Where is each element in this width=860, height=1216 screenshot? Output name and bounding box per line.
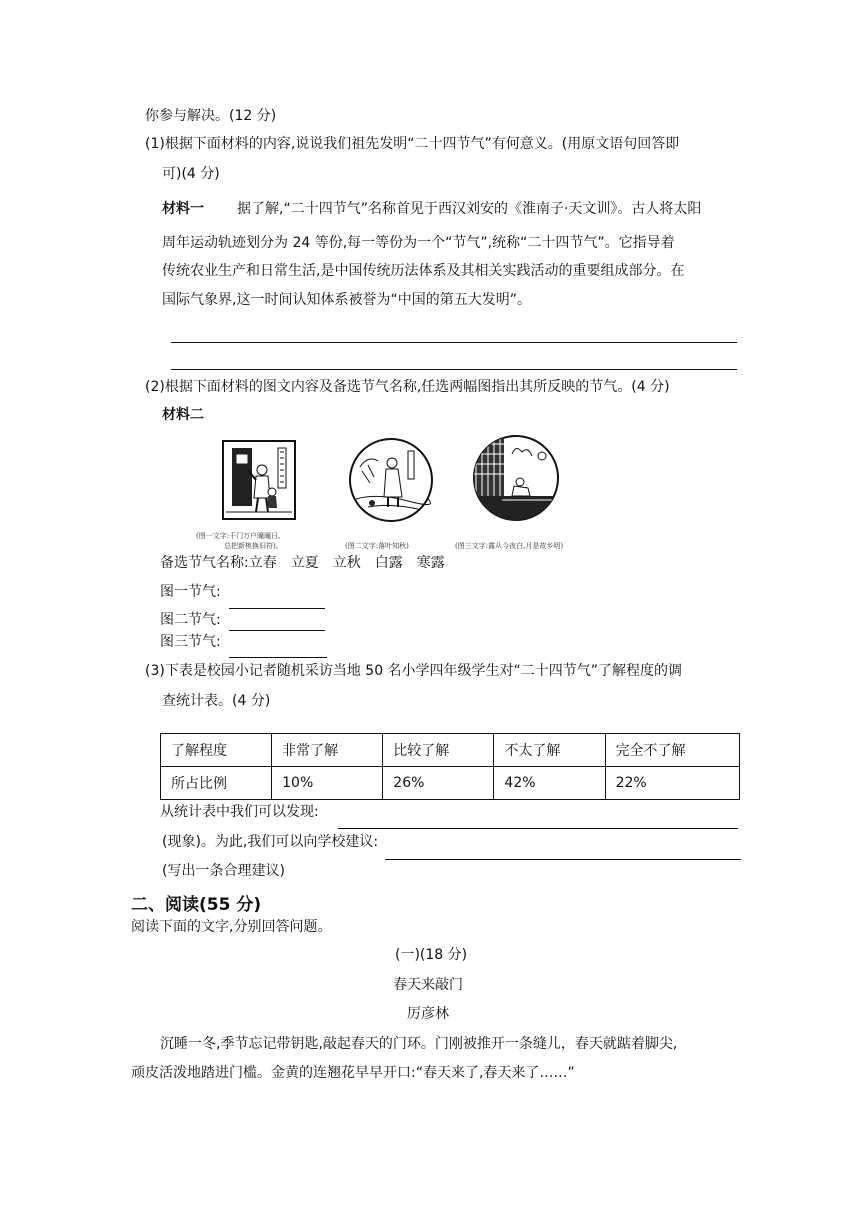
figure-3-caption: (图三文字:露从今夜白,月是故乡明) bbox=[455, 542, 564, 550]
table-cell: 比较了解 bbox=[383, 734, 494, 767]
table-cell: 了解程度 bbox=[161, 734, 272, 767]
table-cell: 非常了解 bbox=[272, 734, 383, 767]
figure-2-image bbox=[348, 437, 434, 527]
table-row bbox=[161, 767, 740, 800]
table-cell: 42% bbox=[494, 767, 605, 800]
section-2-heading: 二、阅读(55 分) bbox=[131, 895, 262, 915]
q1-prompt-line2: 可)(4 分) bbox=[162, 166, 220, 182]
figure-2-caption: (图二文字:落叶知秋) bbox=[345, 542, 409, 550]
fig2-answer-label: 图二节气: bbox=[160, 612, 221, 628]
table-cell: 10% bbox=[272, 767, 383, 800]
q2-prompt: (2)根据下面材料的图文内容及备选节气名称,任选两幅图指出其所反映的节气。(4 分) bbox=[145, 379, 670, 395]
article-author: 厉彦林 bbox=[407, 1006, 449, 1022]
q3-phenomenon-answer-line[interactable] bbox=[338, 828, 738, 829]
table-cell: 26% bbox=[383, 767, 494, 800]
section-2-instruction: 阅读下面的文字,分别回答问题。 bbox=[131, 919, 332, 935]
table-cell: 不太了解 bbox=[494, 734, 605, 767]
table-cell: 22% bbox=[605, 767, 739, 800]
q1-answer-line-2[interactable] bbox=[171, 369, 737, 370]
fig3-answer-line[interactable] bbox=[229, 657, 327, 658]
material2-label: 材料二 bbox=[162, 407, 204, 423]
material1-para-line4: 国际气象界,这一时间认知体系被誉为“中国的第五大发明”。 bbox=[162, 292, 531, 308]
understanding-stats-table bbox=[160, 733, 740, 800]
q3-find-line: 从统计表中我们可以发现: bbox=[160, 804, 319, 820]
material1-para-line3: 传统农业生产和日常生活,是中国传统历法体系及其相关实践活动的重要组成部分。在 bbox=[162, 263, 685, 279]
q1-prompt-line1: (1)根据下面材料的内容,说说我们祖先发明“二十四节气”有何意义。(用原文语句回答即 bbox=[145, 136, 680, 152]
fig3-answer-label: 图三节气: bbox=[160, 634, 221, 650]
q3-suggest-answer-line[interactable] bbox=[385, 859, 741, 860]
q3-prompt-line1: (3)下表是校园小记者随机采访当地 50 名小学四年级学生对“二十四节气”了解程度的调 bbox=[145, 663, 683, 679]
fig2-answer-line[interactable] bbox=[229, 630, 325, 631]
material1-para-line1: 据了解,“二十四节气”名称首见于西汉刘安的《淮南子·天文训》。古人将太阳 bbox=[237, 201, 702, 217]
article-title: 春天来敲门 bbox=[393, 977, 463, 993]
fig1-answer-line[interactable] bbox=[229, 608, 325, 609]
article-para-line1: 沉睡一冬,季节忘记带钥匙,敲起春天的门环。门刚被推开一条缝儿，春天就踮着脚尖, bbox=[160, 1036, 678, 1052]
material1-label: 材料一 bbox=[162, 201, 204, 217]
figure-3-image bbox=[472, 434, 560, 526]
q1-answer-line-1[interactable] bbox=[171, 342, 737, 343]
intro-text: 你参与解决。(12 分) bbox=[145, 108, 277, 124]
table-header-row bbox=[161, 734, 740, 767]
material1-para-line2: 周年运动轨迹划分为 24 等份,每一等份为一个“节气”,统称“二十四节气”。它指导着 bbox=[162, 235, 675, 251]
q3-suggest-line: (写出一条合理建议) bbox=[162, 863, 285, 879]
section-2-part-label: (一)(18 分) bbox=[395, 947, 468, 963]
article-para-line2: 顽皮活泼地踏进门槛。金黄的连翘花早早开口:“春天来了,春天来了……” bbox=[131, 1065, 575, 1081]
figure-1-image bbox=[222, 440, 296, 524]
fig1-answer-label: 图一节气: bbox=[160, 584, 221, 600]
table-cell: 所占比例 bbox=[161, 767, 272, 800]
q3-phenomenon-line: (现象)。为此,我们可以向学校建议: bbox=[162, 834, 379, 850]
table-cell: 完全不了解 bbox=[605, 734, 739, 767]
figure-1-caption-a: (图一文字:千门万户曈曈日, bbox=[196, 532, 281, 540]
figure-1-caption-b: 总把新桃换旧符)。 bbox=[224, 542, 283, 550]
q3-prompt-line2: 查统计表。(4 分) bbox=[162, 693, 271, 709]
solar-term-options: 备选节气名称:立春 立夏 立秋 白露 寒露 bbox=[160, 555, 445, 571]
